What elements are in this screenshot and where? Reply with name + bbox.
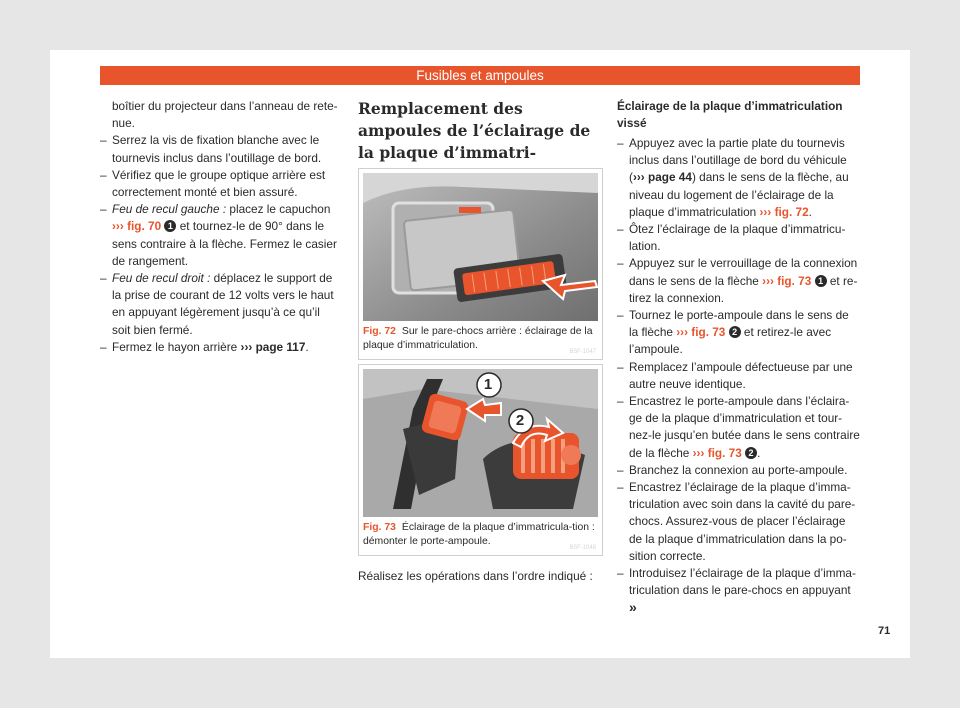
right-column bbox=[617, 98, 860, 618]
page-number: 71 bbox=[878, 625, 891, 637]
figure-link[interactable]: ››› fig. 73 bbox=[676, 325, 726, 340]
intro-text: Réalisez les opérations dans l’ordre indiqué : bbox=[358, 569, 593, 583]
list-item: – Branchez la connexion au porte-ampoule. bbox=[617, 462, 860, 479]
license-plate-light-illustration bbox=[363, 173, 598, 321]
callout-number: 1 bbox=[815, 275, 827, 287]
list-item: – Appuyez sur le verrouillage de la connexion dans le sens de la flèche ››› fig. 73 1 et re-tirez la connexion. bbox=[617, 255, 860, 307]
list-item: – Encastrez le porte-ampoule dans l’éclaira-ge de la plaque d’immatriculation et tour-nez-le jusqu’en butée dans le sens contraire de la flèche ››› fig. 73 2 . bbox=[617, 393, 860, 462]
section-heading: Remplacement des ampoules de l’éclairage de la plaque d’immatri- bbox=[358, 99, 591, 162]
list-item: – Feu de recul gauche : placez le capuchon ››› fig. 70 1 et tournez-le de 90° dans le sens contraire à la flèche. Fermez le casier de rangement. bbox=[100, 201, 340, 270]
subheading: Éclairage de la plaque d’immatriculation vissé bbox=[617, 99, 843, 130]
figure-link[interactable]: ››› fig. 73 bbox=[692, 445, 742, 460]
figure-link[interactable]: ››› fig. 73 bbox=[762, 273, 812, 288]
page-link[interactable]: ››› page 44 bbox=[632, 170, 692, 185]
callout-number: 1 bbox=[164, 220, 176, 232]
left-column bbox=[100, 98, 340, 356]
list-item: – Introduisez l’éclairage de la plaque d’imma-triculation dans le pare-chocs en appuyant » bbox=[617, 565, 860, 618]
label-1: 1 bbox=[483, 376, 493, 393]
list-item: – Appuyez avec la partie plate du tournevis inclus dans l’outillage de bord du véhicule (››› page 44) dans le sens de la flèche, au niveau du logement de l’éclairage de la plaque d’immatriculation ››› fig. 72. bbox=[617, 135, 860, 221]
list-item: – Serrez la vis de fixation blanche avec le tournevis inclus dans l’outillage de bord. bbox=[100, 132, 340, 166]
list-item: – Vérifiez que le groupe optique arrière est correctement monté et bien assuré. bbox=[100, 167, 340, 201]
figure-caption: Fig. 73 Éclairage de la plaque d’immatricula-tion : démonter le porte-ampoule. bbox=[363, 522, 595, 547]
figure-code: B5F-1047 bbox=[569, 349, 596, 355]
label-2: 2 bbox=[515, 412, 525, 429]
callout-number: 2 bbox=[745, 447, 757, 459]
list-item: – Tournez le porte-ampoule dans le sens de la flèche ››› fig. 73 2 et retirez-le avec l’ampoule. bbox=[617, 307, 860, 359]
figure-link[interactable]: ››› fig. 72 bbox=[759, 204, 809, 219]
list-item: – Encastrez l’éclairage de la plaque d’imma-triculation avec soin dans la cavité du pare-chocs. Assurez-vous de placer l’éclairage de la plaque d’immatriculation dans la po-sition correcte. bbox=[617, 479, 860, 565]
callout-number: 2 bbox=[729, 326, 741, 338]
page-link[interactable]: ››› page 117 bbox=[240, 339, 306, 354]
list-item: – Remplacez l’ampoule défectueuse par une autre neuve identique. bbox=[617, 359, 860, 393]
list-item: – Ôtez l’éclairage de la plaque d’immatricu-lation. bbox=[617, 221, 860, 255]
figure-link[interactable]: ››› fig. 70 bbox=[112, 219, 162, 234]
figure-code: B5F-1048 bbox=[569, 545, 596, 551]
section-header: Fusibles et ampoules bbox=[100, 66, 860, 85]
list-item: – Feu de recul droit : déplacez le support de la prise de courant de 12 volts vers le haut en appuyant légèrement jusqu’à ce qu’il soit bien fermé. bbox=[100, 270, 340, 339]
continue-arrow-icon: » bbox=[629, 599, 637, 616]
figure-73 bbox=[358, 364, 603, 556]
figure-caption: Fig. 72 Sur le pare-chocs arrière : éclairage de la plaque d’immatriculation. bbox=[363, 326, 593, 351]
figure-72 bbox=[358, 168, 603, 360]
continuation-text: boîtier du projecteur dans l’anneau de rete-nue. bbox=[112, 99, 338, 131]
list-item: – Fermez le hayon arrière ››› page 117. bbox=[100, 339, 340, 356]
